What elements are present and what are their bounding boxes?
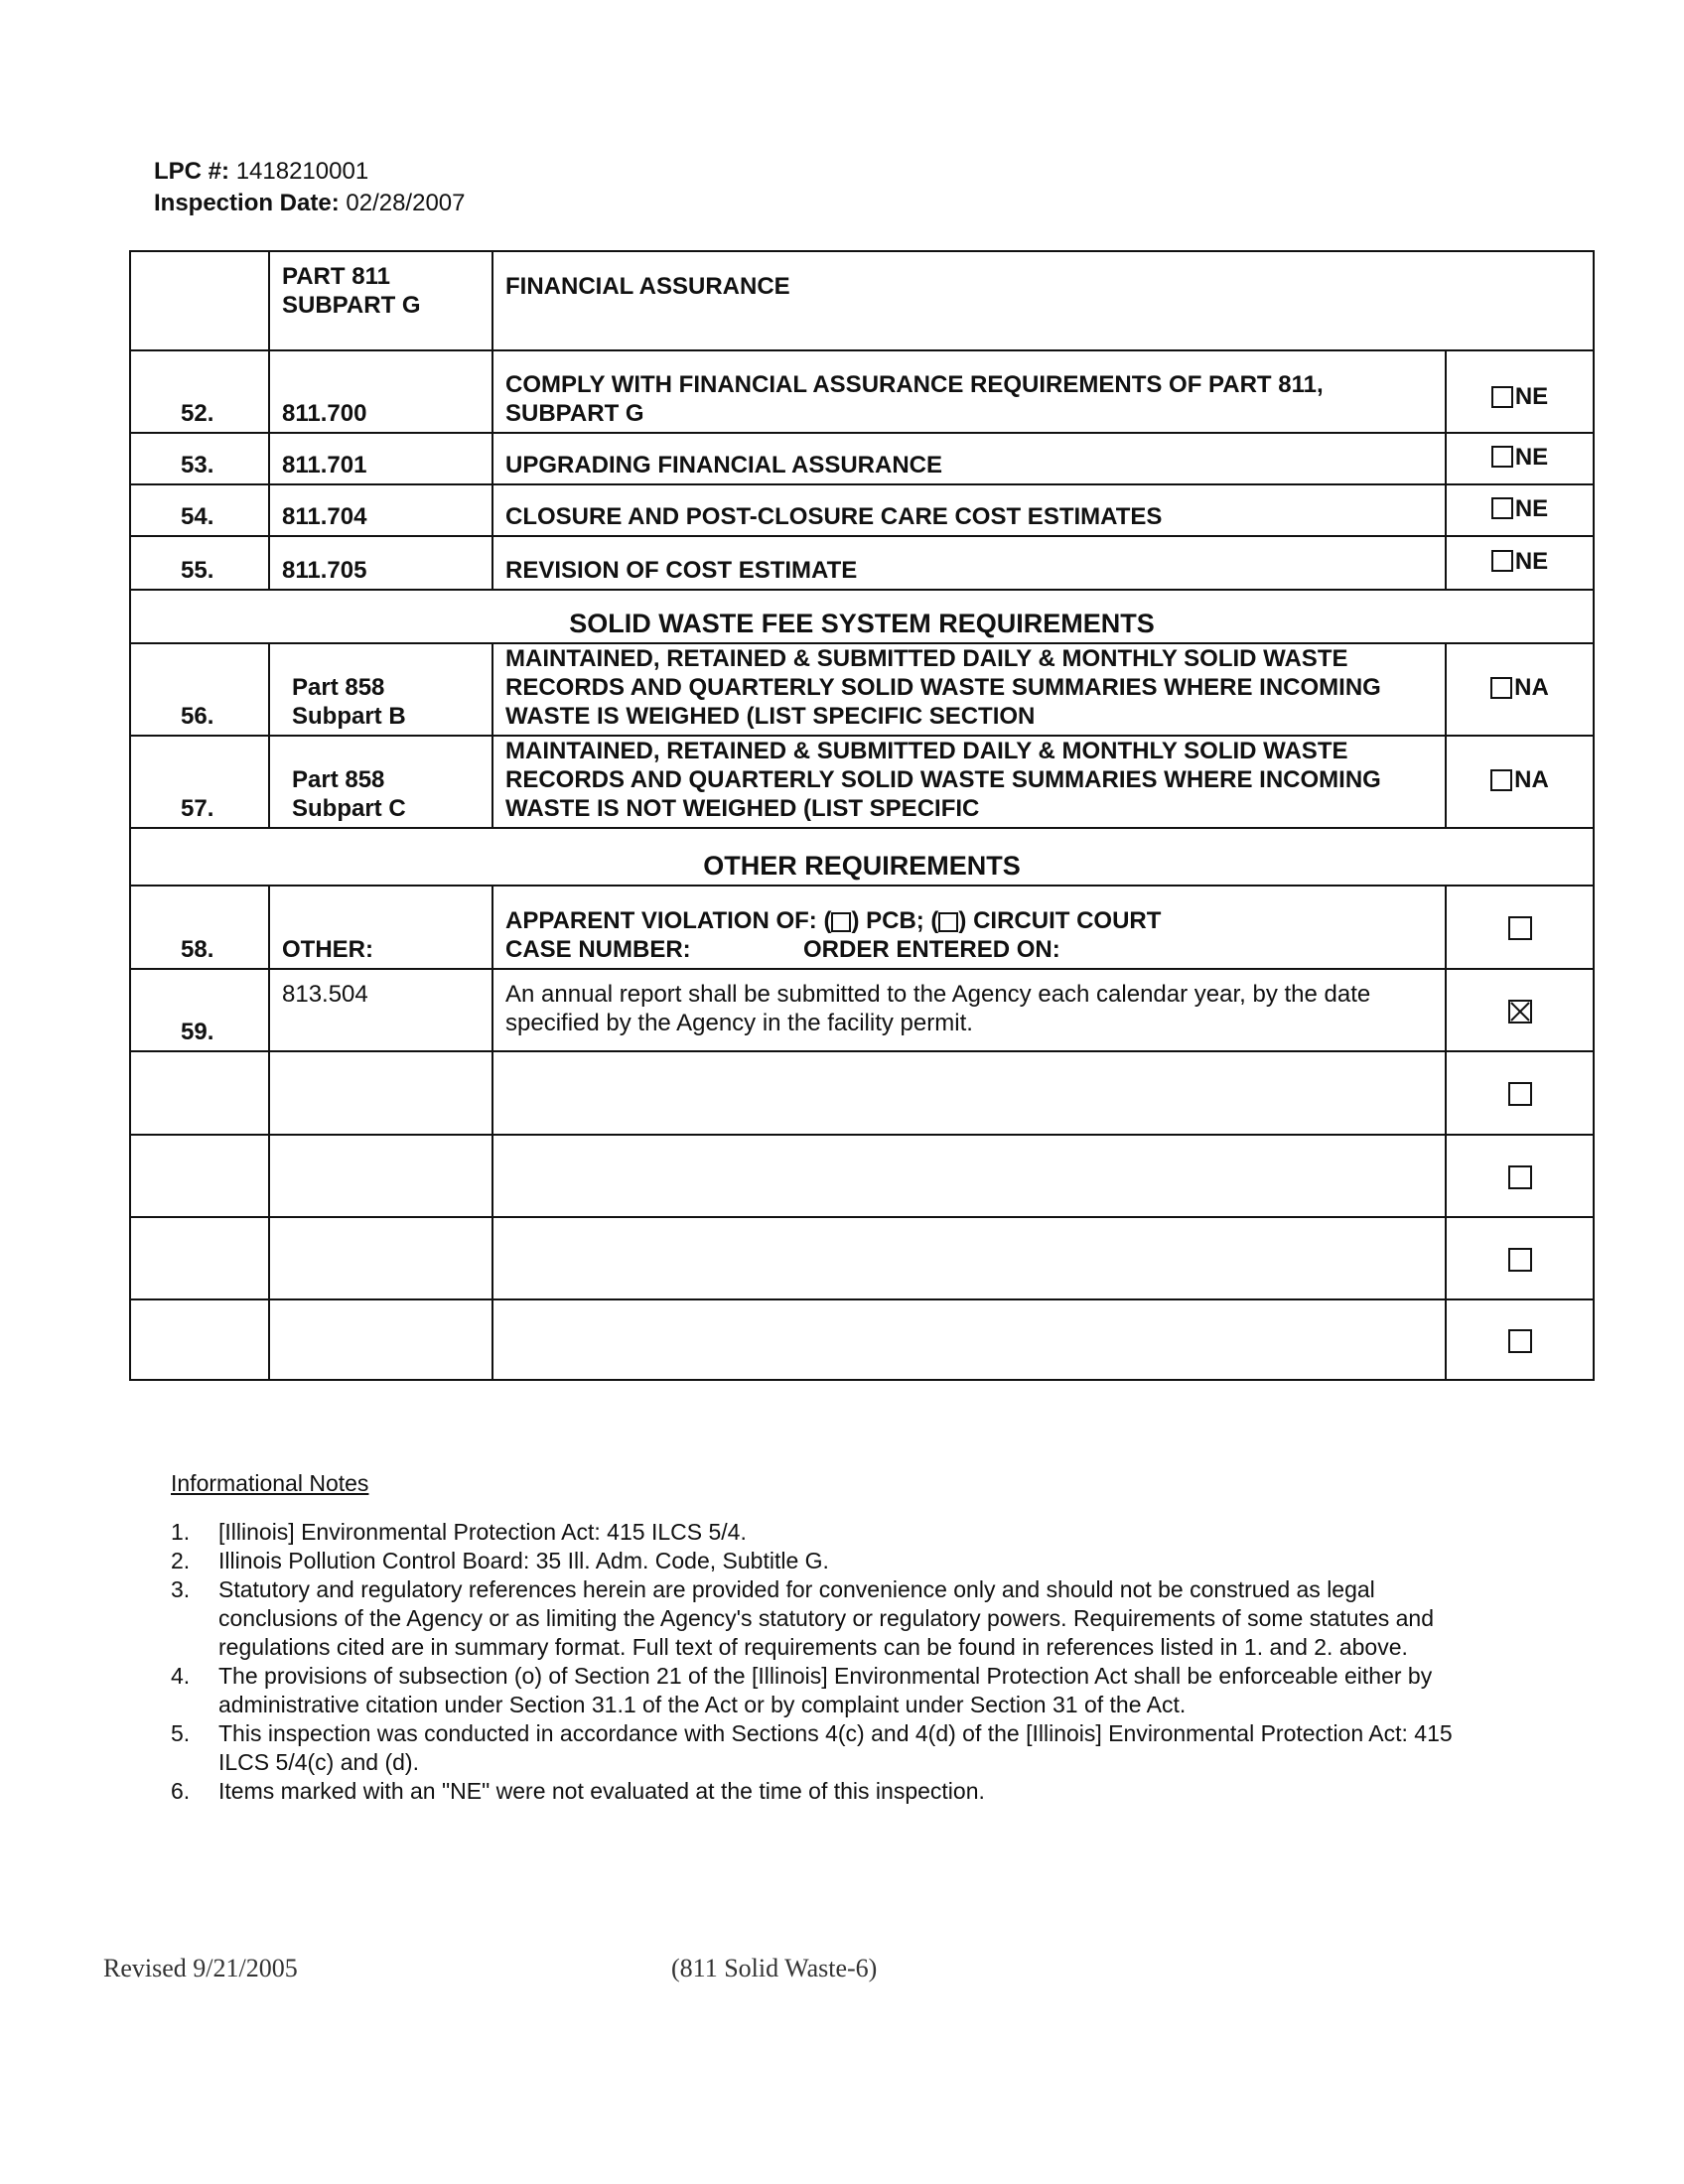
note-number: 2. <box>171 1548 191 1573</box>
table-row <box>130 643 1594 736</box>
lpc-number <box>154 157 368 187</box>
note-number: 4. <box>171 1663 191 1689</box>
lpc-value: 1418210001 <box>235 158 369 185</box>
empty-cell <box>130 1217 269 1299</box>
checkbox-label: NE <box>1514 494 1549 522</box>
row-description-cell <box>492 643 1446 736</box>
checkbox-label: NE <box>1514 443 1549 471</box>
row-reference: 811.704 <box>269 484 492 536</box>
empty-cell <box>130 1051 269 1135</box>
row-number: 52. <box>130 350 269 433</box>
informational-notes <box>171 1469 1472 1806</box>
row-number: 57. <box>130 736 269 828</box>
row-number: 58. <box>130 886 269 969</box>
checkbox-icon[interactable] <box>1491 446 1513 468</box>
row-description: COMPLY WITH FINANCIAL ASSURANCE REQUIREMENTS OF PART 811, SUBPART G <box>492 350 1446 433</box>
list-item <box>171 1518 1472 1547</box>
table-row <box>130 536 1594 590</box>
table-row <box>130 350 1594 433</box>
checkbox-icon[interactable] <box>1508 1082 1532 1106</box>
table-row <box>130 736 1594 828</box>
empty-cell <box>130 1299 269 1380</box>
list-item <box>171 1662 1472 1719</box>
empty-cell <box>269 1217 492 1299</box>
note-number: 5. <box>171 1720 191 1746</box>
empty-cell <box>269 1299 492 1380</box>
checkbox-cell[interactable] <box>1446 1217 1594 1299</box>
empty-cell <box>492 1051 1446 1135</box>
table-row <box>130 433 1594 484</box>
empty-row <box>130 1135 1594 1217</box>
checkbox-icon[interactable] <box>1491 550 1513 572</box>
checkbox-icon[interactable] <box>1491 386 1513 408</box>
empty-cell <box>130 1135 269 1217</box>
row-description <box>492 886 1446 969</box>
violation-line <box>505 906 1433 935</box>
row-number: 55. <box>130 536 269 590</box>
title-part: PART 811 SUBPART G <box>269 251 492 350</box>
note-number: 6. <box>171 1778 191 1804</box>
inspection-date-value: 02/28/2007 <box>346 190 466 216</box>
empty-row <box>130 1051 1594 1135</box>
page-footer: (811 Solid Waste-6) <box>671 1954 878 1982</box>
row-reference-line1: Part 858 <box>292 766 385 793</box>
note-text: This inspection was conducted in accordance with Sections 4(c) and 4(d) of the [Illinois] Environmental Protection Act: 415 ILCS 5/4(c) and (d). <box>218 1720 1453 1775</box>
checkbox-icon[interactable] <box>1508 1248 1532 1272</box>
row-description: MAINTAINED, RETAINED & SUBMITTED DAILY & MONTHLY SOLID WASTE RECORDS AND QUARTERLY SOLID WASTE SUMMARIES WHERE INCOMING WASTE IS NOT WEIGHED (LIST SPECIFIC <box>505 738 1381 822</box>
table-row <box>130 484 1594 536</box>
row-reference <box>269 736 492 828</box>
inspection-date <box>154 189 466 218</box>
checkbox-icon[interactable] <box>1491 497 1513 519</box>
note-text: Items marked with an "NE" were not evaluated at the time of this inspection. <box>218 1778 985 1804</box>
section-header-row <box>130 828 1594 886</box>
row-reference: 811.700 <box>269 350 492 433</box>
row-reference-line2: Subpart B <box>292 703 406 730</box>
revision-footer: Revised 9/21/2005 <box>103 1954 298 1982</box>
na-checkbox-cell[interactable] <box>1446 736 1594 828</box>
checkbox-label: NE <box>1514 547 1549 575</box>
title-row <box>130 251 1594 350</box>
checkbox-icon[interactable] <box>1508 1329 1532 1353</box>
order-entered-label: ORDER ENTERED ON: <box>803 936 1060 963</box>
empty-cell <box>269 1051 492 1135</box>
empty-row <box>130 1217 1594 1299</box>
checkbox-cell[interactable] <box>1446 1051 1594 1135</box>
note-text: Illinois Pollution Control Board: 35 Ill. Adm. Code, Subtitle G. <box>218 1548 829 1573</box>
checkbox-icon[interactable] <box>1490 769 1512 791</box>
list-item <box>171 1547 1472 1575</box>
row-description: MAINTAINED, RETAINED & SUBMITTED DAILY & MONTHLY SOLID WASTE RECORDS AND QUARTERLY SOLID WASTE SUMMARIES WHERE INCOMING WASTE IS WEIGHED (LIST SPECIFIC SECTION <box>505 645 1381 730</box>
empty-cell <box>492 1217 1446 1299</box>
title-num-cell <box>130 251 269 350</box>
row-number: 59. <box>130 969 269 1051</box>
pcb-checkbox-icon[interactable] <box>831 912 851 932</box>
note-number: 3. <box>171 1576 191 1602</box>
notes-title: Informational Notes <box>171 1470 369 1496</box>
checkbox-label: NE <box>1514 383 1549 411</box>
row-description: REVISION OF COST ESTIMATE <box>492 536 1446 590</box>
empty-cell <box>492 1299 1446 1380</box>
case-number-label: CASE NUMBER: <box>505 936 691 963</box>
table-row <box>130 886 1594 969</box>
empty-cell <box>492 1135 1446 1217</box>
section-fee-title: SOLID WASTE FEE SYSTEM REQUIREMENTS <box>130 590 1594 643</box>
row-number: 56. <box>130 643 269 736</box>
row-reference: OTHER: <box>269 886 492 969</box>
section-other-title: OTHER REQUIREMENTS <box>130 828 1594 886</box>
section-header-row <box>130 590 1594 643</box>
row-number: 54. <box>130 484 269 536</box>
ne-checkbox-cell[interactable] <box>1446 350 1594 433</box>
checkbox-cell[interactable] <box>1446 969 1594 1051</box>
row-reference: 813.504 <box>269 969 492 1051</box>
ne-checkbox-cell[interactable] <box>1446 484 1594 536</box>
ne-checkbox-cell[interactable] <box>1446 433 1594 484</box>
checkbox-cell[interactable] <box>1446 1135 1594 1217</box>
checkbox-icon[interactable] <box>1508 1165 1532 1189</box>
violation-label: APPARENT VIOLATION OF: ( <box>505 907 832 934</box>
case-line <box>505 935 1433 964</box>
checked-checkbox-icon[interactable] <box>1508 1000 1532 1024</box>
checkbox-cell[interactable] <box>1446 1299 1594 1380</box>
list-item <box>171 1719 1472 1777</box>
note-text: Statutory and regulatory references herein are provided for convenience only and should not be construed as legal conclusions of the Agency or as limiting the Agency's statutory or regulatory powers. Requirements of some statutes and regulations cited are in summary format. Full text of requirements can be found in references listed in 1. and 2. above. <box>218 1576 1435 1660</box>
note-text: The provisions of subsection (o) of Section 21 of the [Illinois] Environmental Protection Act shall be enforceable either by administrative citation under Section 31.1 of the Act or by complaint under Section 31 of the Act. <box>218 1663 1433 1717</box>
checkbox-cell[interactable] <box>1446 886 1594 969</box>
lpc-label: LPC #: <box>154 158 230 185</box>
title-text: FINANCIAL ASSURANCE <box>492 251 1594 350</box>
row-description: CLOSURE AND POST-CLOSURE CARE COST ESTIMATES <box>492 484 1446 536</box>
list-item <box>171 1575 1472 1662</box>
row-reference-line2: Subpart C <box>292 795 406 822</box>
list-item <box>171 1777 1472 1806</box>
row-reference <box>269 643 492 736</box>
checkbox-icon[interactable] <box>1508 916 1532 940</box>
row-number: 53. <box>130 433 269 484</box>
row-reference: 811.701 <box>269 433 492 484</box>
note-number: 1. <box>171 1519 191 1545</box>
row-description: UPGRADING FINANCIAL ASSURANCE <box>492 433 1446 484</box>
row-reference: 811.705 <box>269 536 492 590</box>
circuit-court-label: ) CIRCUIT COURT <box>958 907 1162 934</box>
empty-row <box>130 1299 1594 1380</box>
row-description: An annual report shall be submitted to the Agency each calendar year, by the date specified by the Agency in the facility permit. <box>492 969 1446 1051</box>
pcb-label: ) PCB; ( <box>851 907 939 934</box>
checkbox-icon[interactable] <box>1490 677 1512 699</box>
empty-cell <box>269 1135 492 1217</box>
inspection-date-label: Inspection Date: <box>154 190 340 216</box>
checkbox-label: NA <box>1514 766 1549 794</box>
row-description-cell <box>492 736 1446 828</box>
row-reference-line1: Part 858 <box>292 674 385 701</box>
note-text: [Illinois] Environmental Protection Act: 415 ILCS 5/4. <box>218 1519 747 1545</box>
checkbox-label: NA <box>1514 674 1549 702</box>
table-row <box>130 969 1594 1051</box>
circuit-court-checkbox-icon[interactable] <box>938 912 958 932</box>
na-checkbox-cell[interactable] <box>1446 643 1594 736</box>
ne-checkbox-cell[interactable] <box>1446 536 1594 590</box>
inspection-checklist-table <box>129 250 1595 1381</box>
